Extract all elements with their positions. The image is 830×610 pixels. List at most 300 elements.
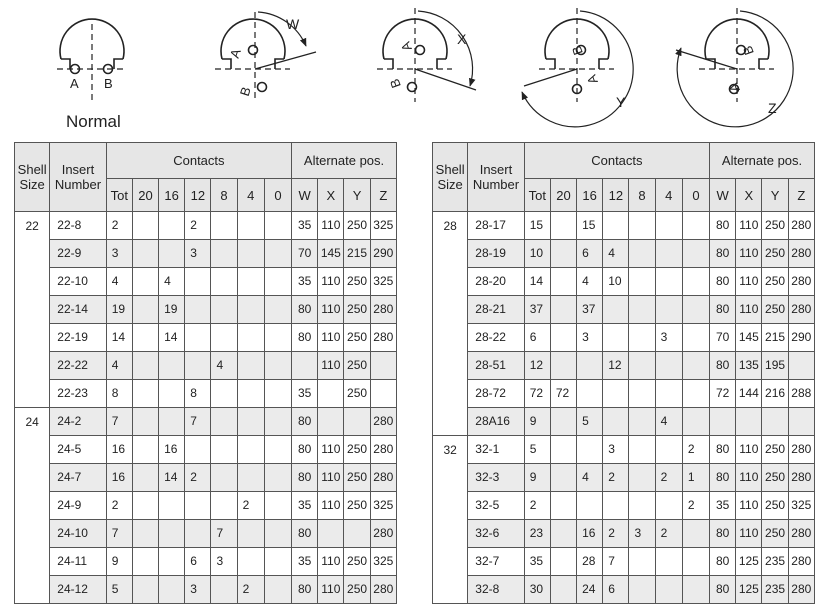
contact-count-cell: 7: [185, 408, 211, 436]
z-pin-a-label: A: [725, 80, 743, 95]
contact-count-cell: 3: [211, 548, 237, 576]
contact-count-cell: [264, 576, 291, 604]
alternate-position-cell: 235: [762, 576, 788, 604]
contact-count-cell: [211, 576, 237, 604]
table-row: [15, 408, 397, 436]
contact-count-cell: [577, 380, 603, 408]
y-pin-b-label: B: [568, 43, 586, 58]
alternate-position-cell: 110: [318, 352, 344, 380]
contact-count-cell: [629, 296, 655, 324]
contact-count-cell: [264, 212, 291, 240]
contact-count-cell: [264, 352, 291, 380]
col-header: Z: [788, 179, 814, 212]
contact-count-cell: [185, 324, 211, 352]
contact-count-cell: [629, 352, 655, 380]
contact-count-cell: 7: [106, 520, 132, 548]
alternate-position-cell: 250: [762, 520, 788, 548]
alternate-position-cell: 250: [762, 268, 788, 296]
contact-count-cell: [550, 212, 576, 240]
contact-count-cell: 3: [106, 240, 132, 268]
contact-count-cell: [132, 548, 158, 576]
contact-count-cell: [655, 576, 682, 604]
col-header: 8: [211, 179, 237, 212]
alternate-position-cell: 280: [788, 212, 814, 240]
contact-count-cell: [159, 352, 185, 380]
contact-count-cell: 4: [211, 352, 237, 380]
contact-count-cell: [629, 464, 655, 492]
table-row: [15, 548, 397, 576]
contact-count-cell: 7: [106, 408, 132, 436]
alternate-position-cell: 80: [710, 548, 736, 576]
shell-size-header: Shell Size: [433, 143, 468, 212]
alternate-position-cell: 80: [710, 352, 736, 380]
table-row: [15, 268, 397, 296]
contact-count-cell: 2: [603, 520, 629, 548]
table-row: [15, 380, 397, 408]
insert-number-cell: 22-19: [50, 324, 106, 352]
alternate-position-cell: 325: [370, 492, 396, 520]
contact-count-cell: [550, 436, 576, 464]
alternate-position-cell: 135: [736, 352, 762, 380]
contact-count-cell: 3: [629, 520, 655, 548]
contact-count-cell: [264, 296, 291, 324]
alternate-position-cell: 250: [344, 548, 370, 576]
contact-count-cell: [211, 436, 237, 464]
y-pin-a-label: A: [583, 72, 601, 87]
contact-count-cell: 19: [159, 296, 185, 324]
contact-count-cell: [132, 268, 158, 296]
contact-count-cell: [682, 296, 709, 324]
col-header: X: [318, 179, 344, 212]
alternate-position-cell: [710, 408, 736, 436]
contact-count-cell: [264, 380, 291, 408]
contact-count-cell: [237, 240, 264, 268]
table-row: [433, 268, 815, 296]
contact-count-cell: [629, 324, 655, 352]
contact-count-cell: [550, 408, 576, 436]
contact-count-cell: [550, 268, 576, 296]
contact-count-cell: 9: [106, 548, 132, 576]
alternate-position-cell: [344, 520, 370, 548]
alternate-position-cell: 250: [344, 212, 370, 240]
contact-count-cell: [132, 296, 158, 324]
contact-count-cell: [682, 576, 709, 604]
contact-count-cell: 35: [524, 548, 550, 576]
contact-count-cell: [132, 464, 158, 492]
contact-count-cell: 23: [524, 520, 550, 548]
contact-count-cell: [655, 240, 682, 268]
contact-count-cell: [185, 296, 211, 324]
w-label: W: [286, 16, 300, 32]
alternate-position-cell: 80: [292, 408, 318, 436]
alternate-position-cell: 250: [344, 324, 370, 352]
alternate-position-cell: 35: [292, 380, 318, 408]
alternate-position-cell: 110: [736, 212, 762, 240]
contact-count-cell: [132, 576, 158, 604]
contact-count-cell: 16: [159, 436, 185, 464]
alternate-position-cell: 215: [762, 324, 788, 352]
contact-count-cell: [264, 436, 291, 464]
contact-count-cell: [603, 324, 629, 352]
alternate-position-cell: 290: [788, 324, 814, 352]
alternate-position-cell: 80: [292, 436, 318, 464]
col-header: 12: [603, 179, 629, 212]
alternate-position-cell: 144: [736, 380, 762, 408]
alternate-position-cell: 250: [344, 296, 370, 324]
contact-count-cell: [655, 352, 682, 380]
contact-count-cell: [550, 492, 576, 520]
alternate-position-cell: 280: [370, 324, 396, 352]
contact-count-cell: [550, 324, 576, 352]
table-row: [433, 576, 815, 604]
contact-count-cell: [629, 212, 655, 240]
contact-count-cell: [237, 268, 264, 296]
contact-count-cell: [603, 212, 629, 240]
col-header: W: [292, 179, 318, 212]
contact-count-cell: [237, 464, 264, 492]
alternate-position-cell: 110: [318, 268, 344, 296]
alternate-position-cell: 80: [292, 324, 318, 352]
contact-count-cell: [577, 436, 603, 464]
table-row: [15, 492, 397, 520]
contact-count-cell: [682, 380, 709, 408]
contact-count-cell: 12: [603, 352, 629, 380]
alternate-position-cell: 290: [370, 240, 396, 268]
alternate-position-cell: 110: [736, 268, 762, 296]
alternate-position-cell: 280: [788, 520, 814, 548]
alternate-position-cell: 80: [710, 212, 736, 240]
contact-arrangement-table-left: [14, 142, 397, 604]
z-label: Z: [768, 100, 777, 116]
contact-count-cell: 4: [603, 240, 629, 268]
alternate-position-cell: 110: [736, 436, 762, 464]
contact-count-cell: 3: [603, 436, 629, 464]
alternate-position-cell: 280: [370, 436, 396, 464]
alternate-position-cell: [370, 352, 396, 380]
contact-count-cell: 8: [185, 380, 211, 408]
contact-count-cell: [185, 492, 211, 520]
col-header: Tot: [524, 179, 550, 212]
contact-count-cell: 3: [577, 324, 603, 352]
alternate-position-cell: 80: [292, 520, 318, 548]
contact-count-cell: [682, 240, 709, 268]
alternate-position-cell: [318, 520, 344, 548]
contact-count-cell: [577, 492, 603, 520]
contact-count-cell: 16: [106, 436, 132, 464]
contact-count-cell: [629, 268, 655, 296]
contact-arrangement-table-right: [432, 142, 815, 604]
col-header: 0: [264, 179, 291, 212]
contact-count-cell: 4: [577, 464, 603, 492]
table-row: [433, 408, 815, 436]
z-pin-b-label: B: [739, 43, 757, 58]
pin-b-label: B: [104, 76, 113, 91]
table-row: [433, 240, 815, 268]
contact-count-cell: [185, 520, 211, 548]
insert-number-cell: 24-12: [50, 576, 106, 604]
contact-count-cell: [655, 492, 682, 520]
contact-count-cell: [132, 212, 158, 240]
col-header: Y: [344, 179, 370, 212]
table-row: [433, 548, 815, 576]
contact-count-cell: [237, 520, 264, 548]
col-header: Y: [762, 179, 788, 212]
pin-a-label: A: [70, 76, 79, 91]
insert-number-cell: 32-1: [468, 436, 524, 464]
col-header: Tot: [106, 179, 132, 212]
alternate-position-cell: 125: [736, 576, 762, 604]
contact-count-cell: [211, 408, 237, 436]
contact-count-cell: [237, 324, 264, 352]
contact-count-cell: 37: [524, 296, 550, 324]
alternate-position-cell: 280: [788, 268, 814, 296]
contact-count-cell: 14: [524, 268, 550, 296]
contact-count-cell: [185, 268, 211, 296]
contact-count-cell: [655, 548, 682, 576]
insert-number-cell: 32-6: [468, 520, 524, 548]
contact-count-cell: [550, 548, 576, 576]
col-header: 12: [185, 179, 211, 212]
contact-count-cell: [132, 324, 158, 352]
insert-number-cell: 28-20: [468, 268, 524, 296]
contact-count-cell: [132, 492, 158, 520]
contact-count-cell: [682, 408, 709, 436]
contact-count-cell: [655, 380, 682, 408]
normal-position-diagram: [57, 19, 127, 102]
alternate-position-cell: 250: [344, 492, 370, 520]
x-label: X: [457, 31, 467, 47]
contact-count-cell: [237, 548, 264, 576]
contact-count-cell: 30: [524, 576, 550, 604]
alternate-position-cell: 215: [344, 240, 370, 268]
alternate-position-cell: 70: [710, 324, 736, 352]
contact-count-cell: [132, 352, 158, 380]
contact-count-cell: [159, 380, 185, 408]
insert-number-cell: 22-9: [50, 240, 106, 268]
contact-count-cell: [629, 408, 655, 436]
contact-count-cell: [550, 576, 576, 604]
contact-count-cell: 2: [106, 492, 132, 520]
contact-count-cell: [629, 436, 655, 464]
contact-count-cell: [237, 212, 264, 240]
alternate-position-cell: 80: [710, 576, 736, 604]
alternate-position-cell: 35: [292, 548, 318, 576]
contact-count-cell: [682, 324, 709, 352]
contact-count-cell: [159, 492, 185, 520]
table-row: [15, 296, 397, 324]
table-row: [15, 520, 397, 548]
alternate-position-cell: [344, 408, 370, 436]
contact-count-cell: [264, 324, 291, 352]
alternate-position-cell: 145: [736, 324, 762, 352]
contact-count-cell: 12: [524, 352, 550, 380]
insert-number-cell: 24-9: [50, 492, 106, 520]
col-header: 16: [159, 179, 185, 212]
x-pin-a-label: A: [397, 39, 415, 54]
contact-count-cell: 14: [159, 324, 185, 352]
contact-count-cell: [655, 212, 682, 240]
x-pin-b-label: B: [386, 76, 404, 91]
col-header: 8: [629, 179, 655, 212]
contact-count-cell: [132, 380, 158, 408]
contact-count-cell: [211, 296, 237, 324]
shell-size-cell: 22: [15, 212, 50, 408]
alternate-position-cell: 280: [370, 520, 396, 548]
contact-count-cell: 3: [655, 324, 682, 352]
alternate-position-cell: 216: [762, 380, 788, 408]
col-header: 0: [682, 179, 709, 212]
alternate-position-cell: 280: [788, 576, 814, 604]
alternate-position-cell: 250: [762, 240, 788, 268]
alternate-position-cell: [318, 408, 344, 436]
alternate-position-cell: 35: [292, 268, 318, 296]
contact-count-cell: [211, 212, 237, 240]
contact-count-cell: [550, 520, 576, 548]
contact-count-cell: 6: [603, 576, 629, 604]
contact-count-cell: [603, 296, 629, 324]
contact-count-cell: 16: [106, 464, 132, 492]
table-row: [433, 464, 815, 492]
contact-count-cell: [682, 548, 709, 576]
alternate-pos-header: Alternate pos.: [710, 143, 815, 179]
contact-count-cell: [577, 352, 603, 380]
insert-number-cell: 22-22: [50, 352, 106, 380]
alternate-position-cell: 250: [762, 296, 788, 324]
alternate-position-cell: 250: [762, 212, 788, 240]
alternate-position-cell: 325: [370, 548, 396, 576]
contact-count-cell: 16: [577, 520, 603, 548]
table-row: [15, 576, 397, 604]
col-header: X: [736, 179, 762, 212]
contact-count-cell: 4: [655, 408, 682, 436]
contact-count-cell: [550, 240, 576, 268]
contact-count-cell: 6: [524, 324, 550, 352]
contact-count-cell: [211, 268, 237, 296]
contact-count-cell: [264, 240, 291, 268]
contact-count-cell: 2: [106, 212, 132, 240]
contact-count-cell: [211, 492, 237, 520]
alternate-position-cell: 72: [710, 380, 736, 408]
alternate-position-cell: 80: [710, 436, 736, 464]
shell-size-cell: 24: [15, 408, 50, 604]
alternate-position-cell: 110: [318, 548, 344, 576]
contact-count-cell: [655, 268, 682, 296]
contact-count-cell: 4: [159, 268, 185, 296]
contact-count-cell: [132, 436, 158, 464]
contact-count-cell: 14: [159, 464, 185, 492]
contact-count-cell: [159, 520, 185, 548]
normal-label: Normal: [66, 112, 121, 131]
contact-count-cell: [211, 464, 237, 492]
table-row: [433, 212, 815, 240]
insert-number-cell: 24-5: [50, 436, 106, 464]
alternate-position-cell: [736, 408, 762, 436]
contact-count-cell: 2: [185, 464, 211, 492]
contact-count-cell: 7: [603, 548, 629, 576]
contact-count-cell: 72: [524, 380, 550, 408]
alternate-position-cell: [318, 380, 344, 408]
contact-count-cell: [159, 212, 185, 240]
alternate-position-cell: 110: [318, 212, 344, 240]
table-row: [433, 324, 815, 352]
insert-number-header: Insert Number: [50, 143, 106, 212]
contact-count-cell: [264, 520, 291, 548]
alternate-position-cell: 288: [788, 380, 814, 408]
alternate-position-cell: 110: [318, 576, 344, 604]
insert-number-header: Insert Number: [468, 143, 524, 212]
contact-count-cell: [603, 380, 629, 408]
alternate-position-cell: 280: [788, 464, 814, 492]
y-label: Y: [616, 94, 626, 110]
contact-count-cell: 3: [185, 240, 211, 268]
shell-size-cell: 28: [433, 212, 468, 436]
contact-count-cell: 4: [106, 352, 132, 380]
alternate-position-cell: 35: [292, 212, 318, 240]
alternate-position-cell: 280: [788, 240, 814, 268]
alternate-position-cell: 250: [344, 464, 370, 492]
alternate-position-cell: 280: [370, 296, 396, 324]
contact-count-cell: [237, 296, 264, 324]
alternate-position-cell: 110: [736, 464, 762, 492]
insert-number-cell: 28-51: [468, 352, 524, 380]
contact-count-cell: [682, 352, 709, 380]
insert-number-cell: 28A16: [468, 408, 524, 436]
w-pin-b-label: B: [236, 85, 254, 98]
contact-count-cell: 37: [577, 296, 603, 324]
shell-size-cell: 32: [433, 436, 468, 604]
table-row: [433, 296, 815, 324]
contact-count-cell: [159, 408, 185, 436]
contact-count-cell: 9: [524, 464, 550, 492]
alternate-position-cell: 80: [292, 296, 318, 324]
contact-count-cell: 15: [577, 212, 603, 240]
alternate-position-cell: 110: [318, 296, 344, 324]
alternate-position-cell: 125: [736, 548, 762, 576]
alternate-position-cell: 250: [344, 576, 370, 604]
contact-count-cell: 5: [106, 576, 132, 604]
insert-number-cell: 24-7: [50, 464, 106, 492]
table-row: [15, 352, 397, 380]
contact-count-cell: [550, 352, 576, 380]
insert-number-cell: 32-7: [468, 548, 524, 576]
alternate-position-cell: 280: [788, 296, 814, 324]
contact-count-cell: 5: [524, 436, 550, 464]
col-header: 16: [577, 179, 603, 212]
alternate-position-cell: 250: [762, 492, 788, 520]
contact-count-cell: [159, 548, 185, 576]
alternate-position-cell: [788, 408, 814, 436]
contact-count-cell: [159, 576, 185, 604]
contact-count-cell: 6: [185, 548, 211, 576]
contact-count-cell: [629, 380, 655, 408]
table-row: [433, 380, 815, 408]
w-pin-a-label: A: [226, 47, 244, 60]
alternate-position-cell: 250: [344, 380, 370, 408]
alternate-position-cell: 80: [710, 464, 736, 492]
contact-count-cell: [629, 240, 655, 268]
alternate-pos-header: Alternate pos.: [292, 143, 397, 179]
contact-count-cell: 4: [106, 268, 132, 296]
contact-count-cell: [629, 492, 655, 520]
contact-count-cell: [655, 296, 682, 324]
alternate-position-cell: 80: [292, 576, 318, 604]
contact-count-cell: [550, 464, 576, 492]
contact-count-cell: [237, 352, 264, 380]
alternate-position-cell: 80: [710, 296, 736, 324]
contact-count-cell: 28: [577, 548, 603, 576]
contact-count-cell: 4: [577, 268, 603, 296]
insert-number-cell: 28-22: [468, 324, 524, 352]
